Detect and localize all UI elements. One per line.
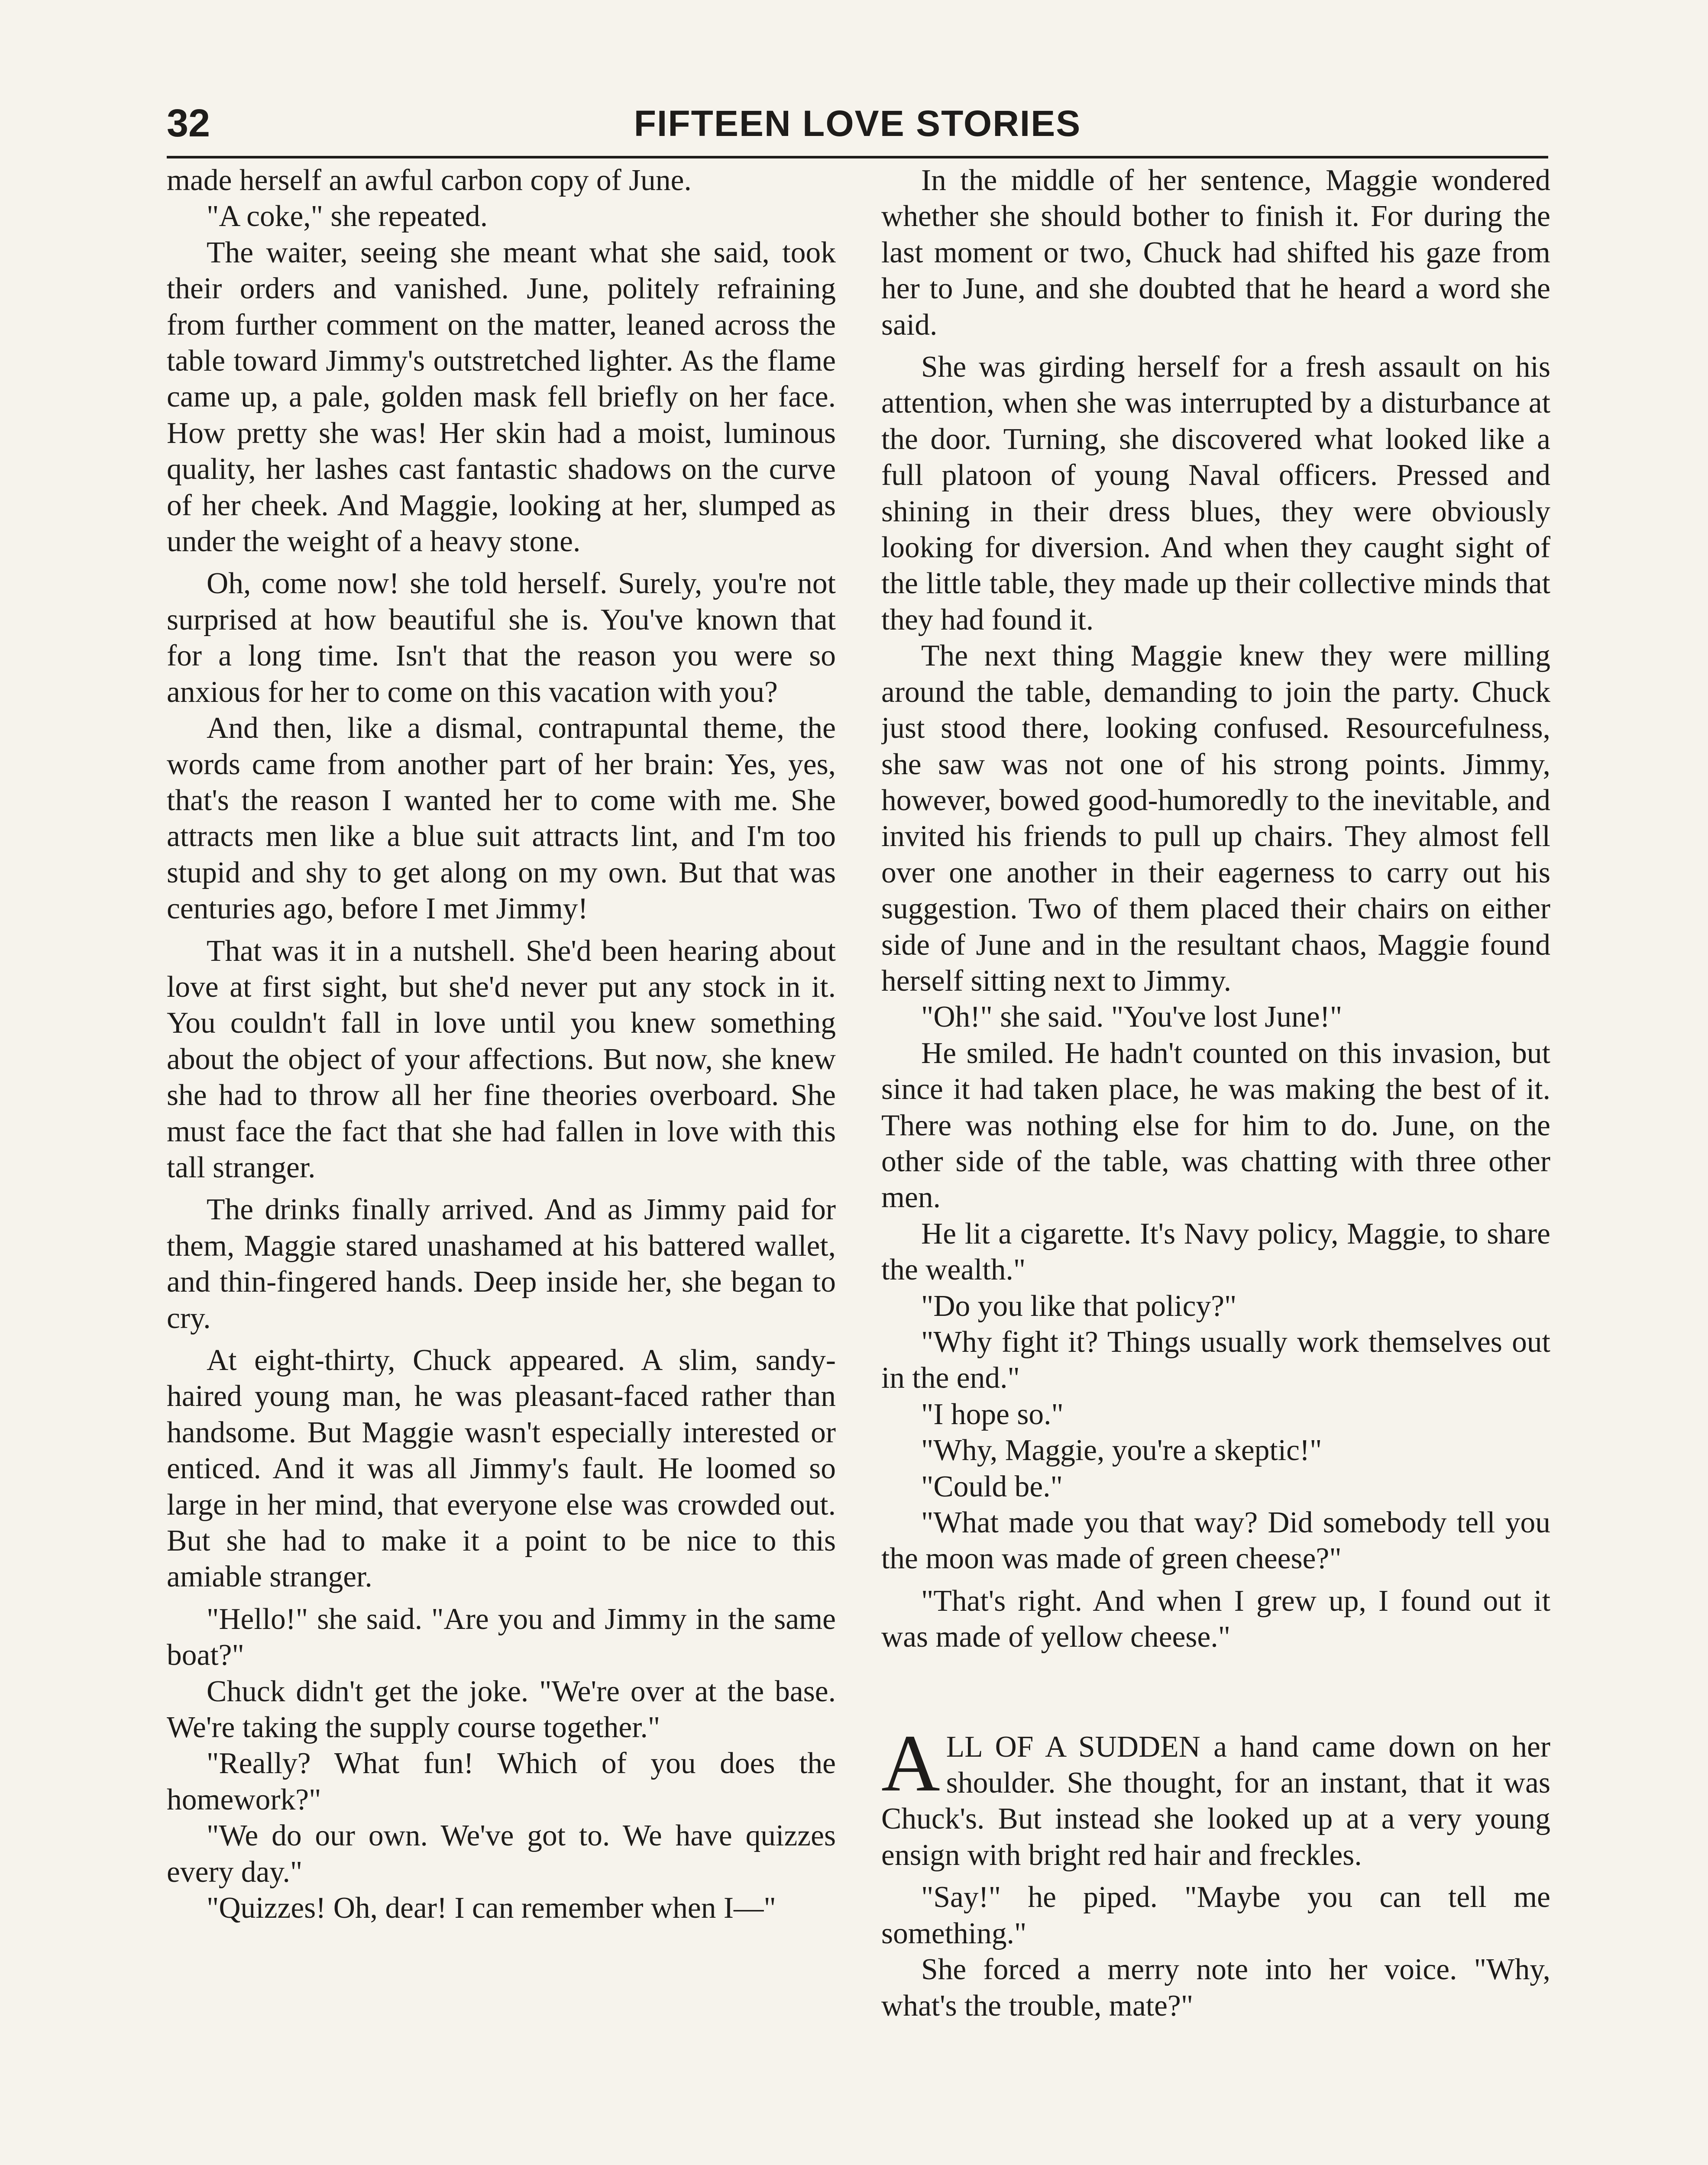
paragraph: "That's right. And when I grew up, I found out it was made of yellow cheese." [881, 1584, 1550, 1654]
paragraph: "Hello!" she said. "Are you and Jimmy in the same boat?" [167, 1602, 836, 1672]
paragraph: "Could be." [921, 1470, 1063, 1503]
right-column [881, 162, 1550, 2165]
paragraph: "Why fight it? Things usually work themselves out in the end." [881, 1325, 1550, 1395]
header-rule [167, 156, 1548, 158]
section-opening-paragraph [881, 1717, 1550, 1874]
paragraph: "We do our own. We've got to. We have quizzes every day." [167, 1819, 836, 1889]
paragraph: "Oh!" she said. "You've lost June!" [921, 1000, 1342, 1034]
paragraph: "A coke," she repeated. [207, 200, 488, 233]
paragraph: "I hope so." [921, 1397, 1064, 1431]
paragraph: "Quizzes! Oh, dear! I can remember when I—" [207, 1891, 776, 1925]
paragraph: In the middle of her sentence, Maggie wondered whether she should bother to finish it. For during the last moment or two, Chuck had shifted his gaze from her to June, and she doubted that he heard a word she said. [881, 164, 1550, 342]
page-number: 32 [167, 102, 210, 145]
paragraph: The waiter, seeing she meant what she said, took their orders and vanished. June, politely refraining from further comment on the matter, leaned across the table toward Jimmy's outstretched lighter. As the flame came up, a pale, golden mask fell briefly on her face. How pretty she was! Her skin had a moist, luminous quality, her lashes cast fantastic shadows on the curve of her cheek. And Maggie, looking at her, slumped as under the weight of a heavy stone. [167, 236, 836, 559]
paragraph: He smiled. He hadn't counted on this invasion, but since it had taken place, he was making the best of it. There was nothing else for him to do. June, on the other side of the table, was chatting with three other men. [881, 1036, 1550, 1215]
paragraph: That was it in a nutshell. She'd been hearing about love at first sight, but she'd never put any stock in it. You couldn't fall in love until you knew something about the object of your affections. But now, she knew she had to throw all her fine theories overboard. She must face the fact that she had fallen in love with this tall stranger. [167, 934, 836, 1184]
section-lead-text: LL OF A SUDDEN a hand came down on her shoulder. She thought, for an instant, that it was Chuck's. But instead she looked up at a very young ensign with bright red hair and freckles. [881, 1730, 1550, 1872]
paragraph: At eight-thirty, Chuck appeared. A slim, sandy-haired young man, he was pleasant-faced rather than handsome. But Maggie wasn't especially interested or enticed. And it was all Jimmy's fault. He loomed so large in her mind, that everyone else was crowded out. But she had to make it a point to be nice to this amiable stranger. [167, 1344, 836, 1594]
paragraph: The next thing Maggie knew they were milling around the table, demanding to join the party. Chuck just stood there, looking confused. Resourcefulness, she saw was not one of his strong points. Jimmy, however, bowed good-humoredly to the inevitable, and invited his friends to pull up chairs. They almost fell over one another in their eagerness to carry out his suggestion. Two of them placed their chairs on either side of June and in the resultant chaos, Maggie found herself sitting next to Jimmy. [881, 639, 1550, 998]
paragraph: She was girding herself for a fresh assault on his attention, when she was interrupted by a disturbance at the door. Turning, she discovered what looked like a full platoon of young Naval officers. Pressed and shining in their dress blues, they were obviously looking for diversion. And when they caught sight of the little table, they made up their collective minds that they had found it. [881, 350, 1550, 637]
paragraph: Chuck didn't get the joke. "We're over at the base. We're taking the supply course together." [167, 1674, 836, 1745]
paragraph: He lit a cigarette. It's Navy policy, Maggie, to share the wealth." [881, 1217, 1550, 1287]
paragraph: made herself an awful carbon copy of June. [167, 164, 692, 197]
drop-cap: A [881, 1717, 940, 1808]
paragraph: Oh, come now! she told herself. Surely, you're not surprised at how beautiful she is. You've known that for a long time. Isn't that the reason you were so anxious for her to come on this vacation with you? [167, 567, 836, 709]
running-title: FIFTEEN LOVE STORIES [634, 103, 1081, 144]
paragraph: "Say!" he piped. "Maybe you can tell me something." [881, 1881, 1550, 1950]
paragraph: The drinks finally arrived. And as Jimmy paid for them, Maggie stared unashamed at his battered wallet, and thin-fingered hands. Deep inside her, she began to cry. [167, 1193, 836, 1335]
paragraph: "Why, Maggie, you're a skeptic!" [921, 1434, 1322, 1467]
paragraph: And then, like a dismal, contrapuntal theme, the words came from another part of her brain: Yes, yes, that's the reason I wanted her to come with me. She attracts men like a blue suit attracts lint, and I'm too stupid and shy to get along on my own. But that was centuries ago, before I met Jimmy! [167, 711, 836, 926]
paragraph: "Really? What fun! Which of you does the homework?" [167, 1747, 836, 1816]
page-header [167, 95, 1548, 152]
left-column [167, 162, 836, 2165]
paragraph: "What made you that way? Did somebody tell you the moon was made of green cheese?" [881, 1506, 1550, 1576]
paragraph: "Do you like that policy?" [921, 1289, 1237, 1323]
paragraph: She forced a merry note into her voice. "Why, what's the trouble, mate?" [881, 1953, 1550, 2023]
